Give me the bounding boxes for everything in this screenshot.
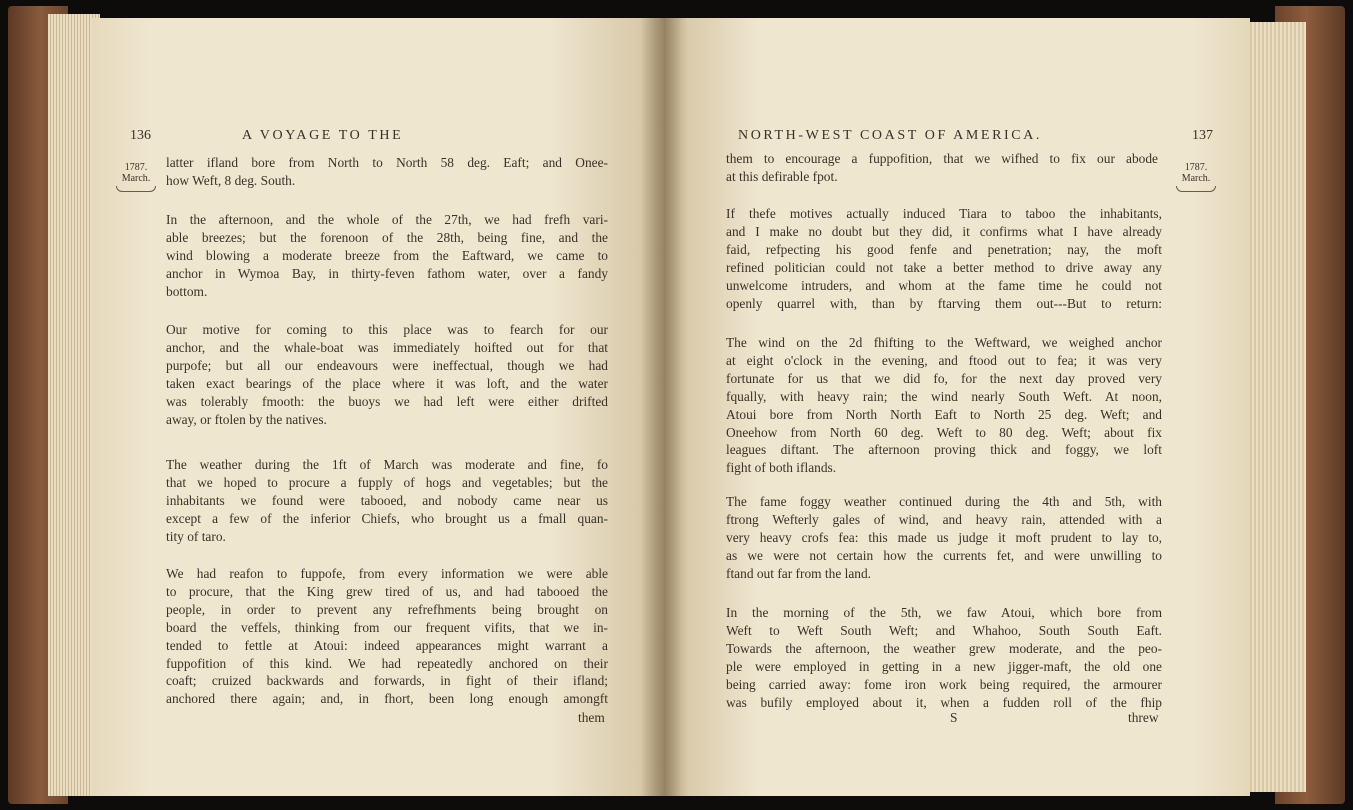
- text-line: ple were employed in getting in a new jigger-maft, the old one: [726, 658, 1162, 674]
- text-line: Towards the afternoon, the weather grew moderate, and the peo-: [726, 640, 1162, 656]
- text-line: The weather during the 1ft of March was moderate and fine, fo: [166, 457, 608, 472]
- text-line: refined politician could not take a better method to drive away any: [726, 259, 1162, 275]
- text-line: The fame foggy weather continued during the 4th and 5th, with: [726, 494, 1162, 509]
- text-line: and I make no doubt but they did, it confirms what I have already: [726, 223, 1162, 239]
- text-line: fortunate for us that we did fo, for the next day proved very: [726, 370, 1162, 386]
- text-line: Our motive for coming to this place was to fearch for our: [166, 322, 608, 337]
- text-line: tended to fettle at Atoui: indeed appearances might warrant a: [166, 637, 608, 653]
- text-line: was bufily employed about it, when a fudden roll of the fhip: [726, 694, 1162, 710]
- text-line: wind blowing a moderate breeze from the Eaftward, we came to: [166, 247, 608, 263]
- text-line: openly quarrel with, than by ftarving them out---But to return:: [726, 295, 1162, 311]
- text-line: inhabitants we found were tabooed, and nobody came near us: [166, 492, 608, 508]
- text-line: tity of taro.: [166, 528, 226, 544]
- text-line: leagues diftant. The afternoon proving thick and foggy, we loft: [726, 442, 1162, 458]
- text-line: taken exact bearings of the place where it was loft, and the water: [166, 375, 608, 391]
- left-catchword: them: [578, 710, 605, 725]
- text-line: to procure, that the King grew tired of us, and had tabooed the: [166, 583, 608, 599]
- text-line: bottom.: [166, 283, 208, 299]
- right-running-head: NORTH-WEST COAST OF AMERICA.: [738, 128, 1043, 143]
- text-line: except a few of the inferior Chiefs, who brought us a fmall quan-: [166, 510, 608, 526]
- margin-brace: [116, 186, 156, 192]
- text-line: people, in order to prevent any refrefhments being brought on: [166, 601, 608, 617]
- margin-note-year: 1787.: [124, 162, 148, 173]
- text-line: fuppofition of this kind. We had repeatedly anchored on their: [166, 655, 608, 671]
- left-folio: 136: [130, 128, 151, 143]
- text-line: If thefe motives actually induced Tiara to taboo the inhabitants,: [726, 206, 1162, 221]
- text-line: as we were not certain how the currents fet, and were unwilling to: [726, 547, 1162, 563]
- margin-brace: [1176, 186, 1216, 192]
- left-margin-note: [116, 162, 156, 192]
- left-paragraph-3: [166, 321, 608, 428]
- text-line: In the morning of the 5th, we faw Atoui, which bore from: [726, 605, 1162, 620]
- text-line: ftand out far from the land.: [726, 565, 872, 581]
- text-line: anchor, and the whale-boat was immediately hoifted out for that: [166, 339, 608, 355]
- text-line: able breezes; but the forenoon of the 28th, being fine, and the: [166, 229, 608, 245]
- text-line: Atoui bore from North North Eaft to North 25 deg. Weft; and: [726, 406, 1162, 422]
- right-paragraph-2: [726, 205, 1162, 312]
- text-line: The wind on the 2d fhifting to the Weftward, we weighed anchor: [726, 335, 1162, 350]
- text-line: Weft to Weft South Weft; and Whahoo, South South Eaft.: [726, 622, 1162, 638]
- text-line: at eight o'clock in the evening, and ftood out to fea; it was very: [726, 352, 1162, 368]
- left-paragraph-2: [166, 211, 608, 301]
- text-line: Oneehow from North 60 deg. Weft to 80 deg. Weft; about fix: [726, 424, 1162, 440]
- left-running-head: A VOYAGE TO THE: [242, 128, 404, 143]
- right-folio: 137: [1192, 128, 1213, 143]
- text-line: fqually, with heavy rain; the wind nearly South Weft. At noon,: [726, 388, 1162, 404]
- right-catchword: threw: [1128, 710, 1159, 725]
- margin-note-month: March.: [121, 173, 151, 184]
- text-line: In the afternoon, and the whole of the 27th, we had frefh vari-: [166, 212, 608, 227]
- right-paragraph-5: [726, 604, 1162, 711]
- text-line: anchored there again; and, in fhort, been long enough amongft: [166, 691, 608, 707]
- text-line: purpofe; but all our endeavours were ineffectual, though we had: [166, 357, 608, 373]
- book-gutter: [640, 18, 688, 796]
- text-line: them to encourage a fuppofition, that we wifhed to fix our abode: [726, 151, 1158, 166]
- text-line: anchor in Wymoa Bay, in thirty-feven fathom water, over a fandy: [166, 265, 608, 281]
- text-line: that we hoped to procure a fupply of hogs and vegetables; but the: [166, 474, 608, 490]
- right-page-edges: [1246, 22, 1306, 792]
- right-paragraph-4: [726, 493, 1162, 583]
- text-line: very heavy crofs fea: this made us judge it moft prudent to lay to,: [726, 529, 1162, 545]
- margin-note-month: March.: [1181, 173, 1211, 184]
- text-line: fight of both iflands.: [726, 460, 837, 476]
- text-line: away, or ftolen by the natives.: [166, 411, 327, 427]
- text-line: at this defirable fpot.: [726, 168, 838, 184]
- left-paragraph-1: [166, 154, 608, 190]
- text-line: coaft; cruized backwards and forwards, in fight of their ifland;: [166, 673, 608, 689]
- text-line: being carried away: fome iron work being required, the armourer: [726, 676, 1162, 692]
- text-line: board the veffels, thinking from our frequent vifits, that we in-: [166, 619, 608, 635]
- left-paragraph-5: [166, 565, 608, 708]
- text-line: ftrong Wefterly gales of wind, and heavy rain, attended with a: [726, 511, 1162, 527]
- text-line: faid, refpecting his good fenfe and penetration; nay, the moft: [726, 241, 1162, 257]
- text-line: unwelcome intruders, and whom at the fame time he could not: [726, 277, 1162, 293]
- right-paragraph-3: [726, 334, 1162, 477]
- signature-mark: S: [950, 710, 958, 725]
- left-paragraph-4: [166, 456, 608, 546]
- text-line: how Weft, 8 deg. South.: [166, 172, 296, 188]
- text-line: latter ifland bore from North to North 58 deg. Eaft; and Onee-: [166, 155, 608, 170]
- right-paragraph-1: [726, 150, 1158, 186]
- right-margin-note: [1176, 162, 1216, 192]
- text-line: was tolerably fmooth: the buoys we had left were either drifted: [166, 393, 608, 409]
- margin-note-year: 1787.: [1184, 162, 1208, 173]
- text-line: We had reafon to fuppofe, from every information we were able: [166, 566, 608, 581]
